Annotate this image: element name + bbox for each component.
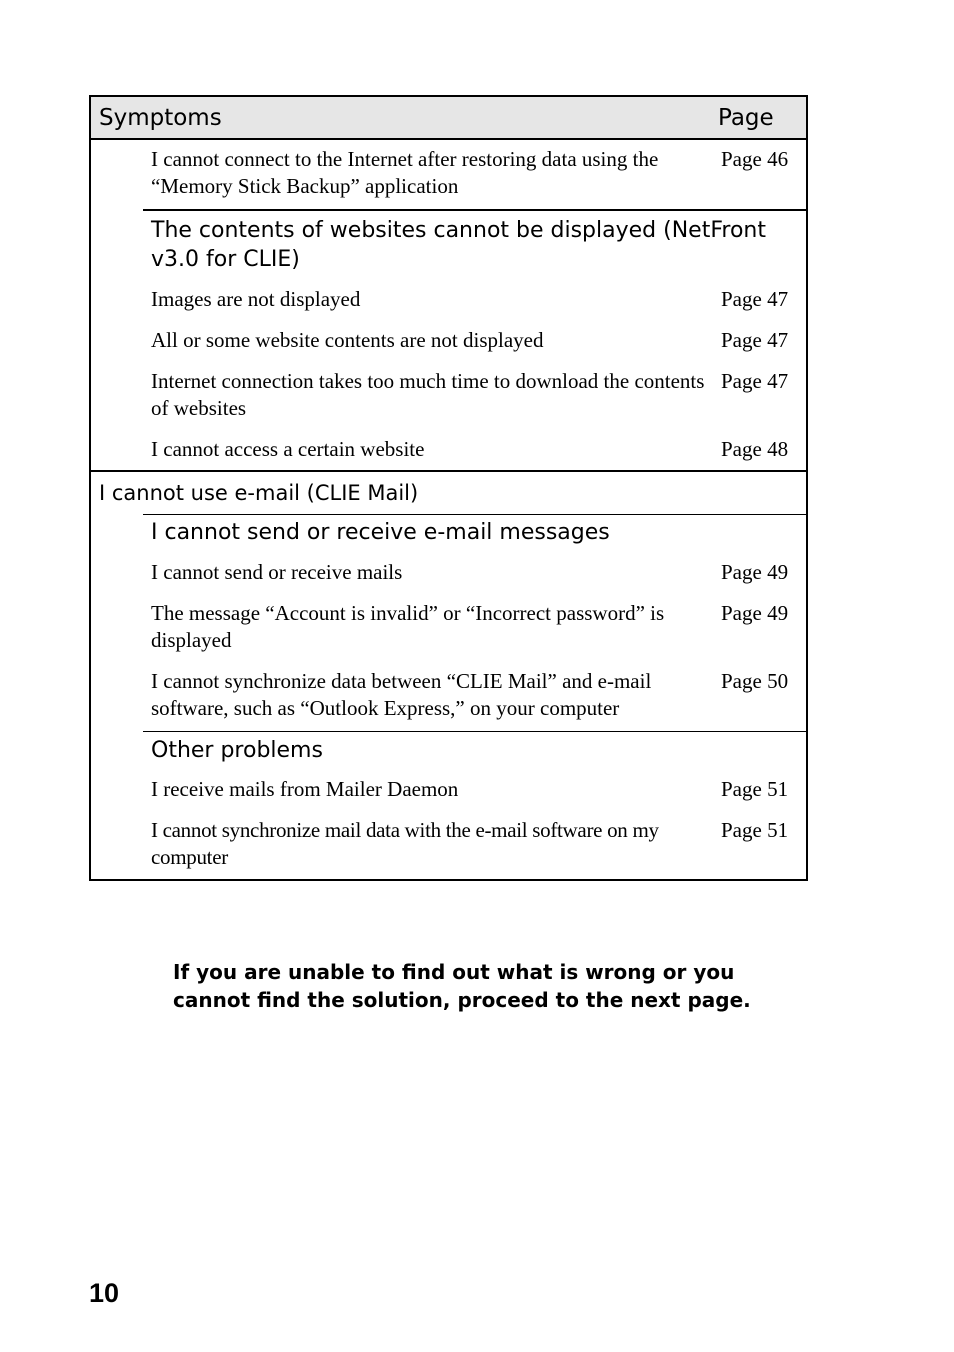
row-text: I cannot send or receive mails	[151, 560, 403, 584]
page-number: 10	[89, 1278, 120, 1308]
row-page: Page 51	[721, 777, 789, 801]
row-page: Page 49	[721, 601, 789, 625]
table-header	[91, 97, 806, 140]
table-row	[91, 600, 806, 668]
subheading-other-problems: Other problems	[143, 731, 806, 776]
table-row	[91, 559, 806, 600]
row-text: I cannot synchronize data between “CLIE Mail” and e-mail software, such as “Outlook Express,” on your computer	[151, 669, 652, 720]
row-text: Images are not displayed	[151, 287, 361, 311]
row-page: Page 50	[721, 669, 789, 693]
row-page: Page 46	[721, 147, 789, 171]
row-page: Page 51	[721, 818, 789, 842]
subheading-send-receive: I cannot send or receive e-mail messages	[143, 514, 806, 559]
table-row	[91, 368, 806, 436]
table-row	[91, 668, 806, 731]
row-text: I receive mails from Mailer Daemon	[151, 777, 459, 801]
row-text: The message “Account is invalid” or “Incorrect password” is displayed	[151, 601, 665, 652]
row-text: Internet connection takes too much time to download the contents of websites	[151, 369, 705, 420]
row-page: Page 48	[721, 437, 789, 461]
subheading-websites: The contents of websites cannot be displayed (NetFront v3.0 for CLIE)	[143, 209, 806, 286]
next-page-note: If you are unable to find out what is wrong or you cannot find the solution, proceed to the next page.	[173, 960, 751, 1012]
category-email: I cannot use e-mail (CLIE Mail)	[91, 470, 806, 514]
table-row	[91, 817, 806, 879]
symptoms-table	[89, 95, 808, 881]
row-text: All or some website contents are not displayed	[151, 328, 544, 352]
table-row	[91, 776, 806, 817]
row-text: I cannot connect to the Internet after restoring data using the “Memory Stick Backup” application	[151, 147, 659, 198]
row-page: Page 47	[721, 369, 789, 393]
header-page: Page	[718, 104, 774, 131]
row-text: I cannot synchronize mail data with the e-mail software on my computer	[151, 818, 659, 869]
table-row	[91, 140, 806, 209]
table-row	[91, 286, 806, 327]
table-row	[91, 436, 806, 470]
row-page: Page 49	[721, 560, 789, 584]
row-page: Page 47	[721, 328, 789, 352]
row-page: Page 47	[721, 287, 789, 311]
row-text: I cannot access a certain website	[151, 437, 425, 461]
table-row	[91, 327, 806, 368]
header-symptoms: Symptoms	[99, 104, 222, 131]
